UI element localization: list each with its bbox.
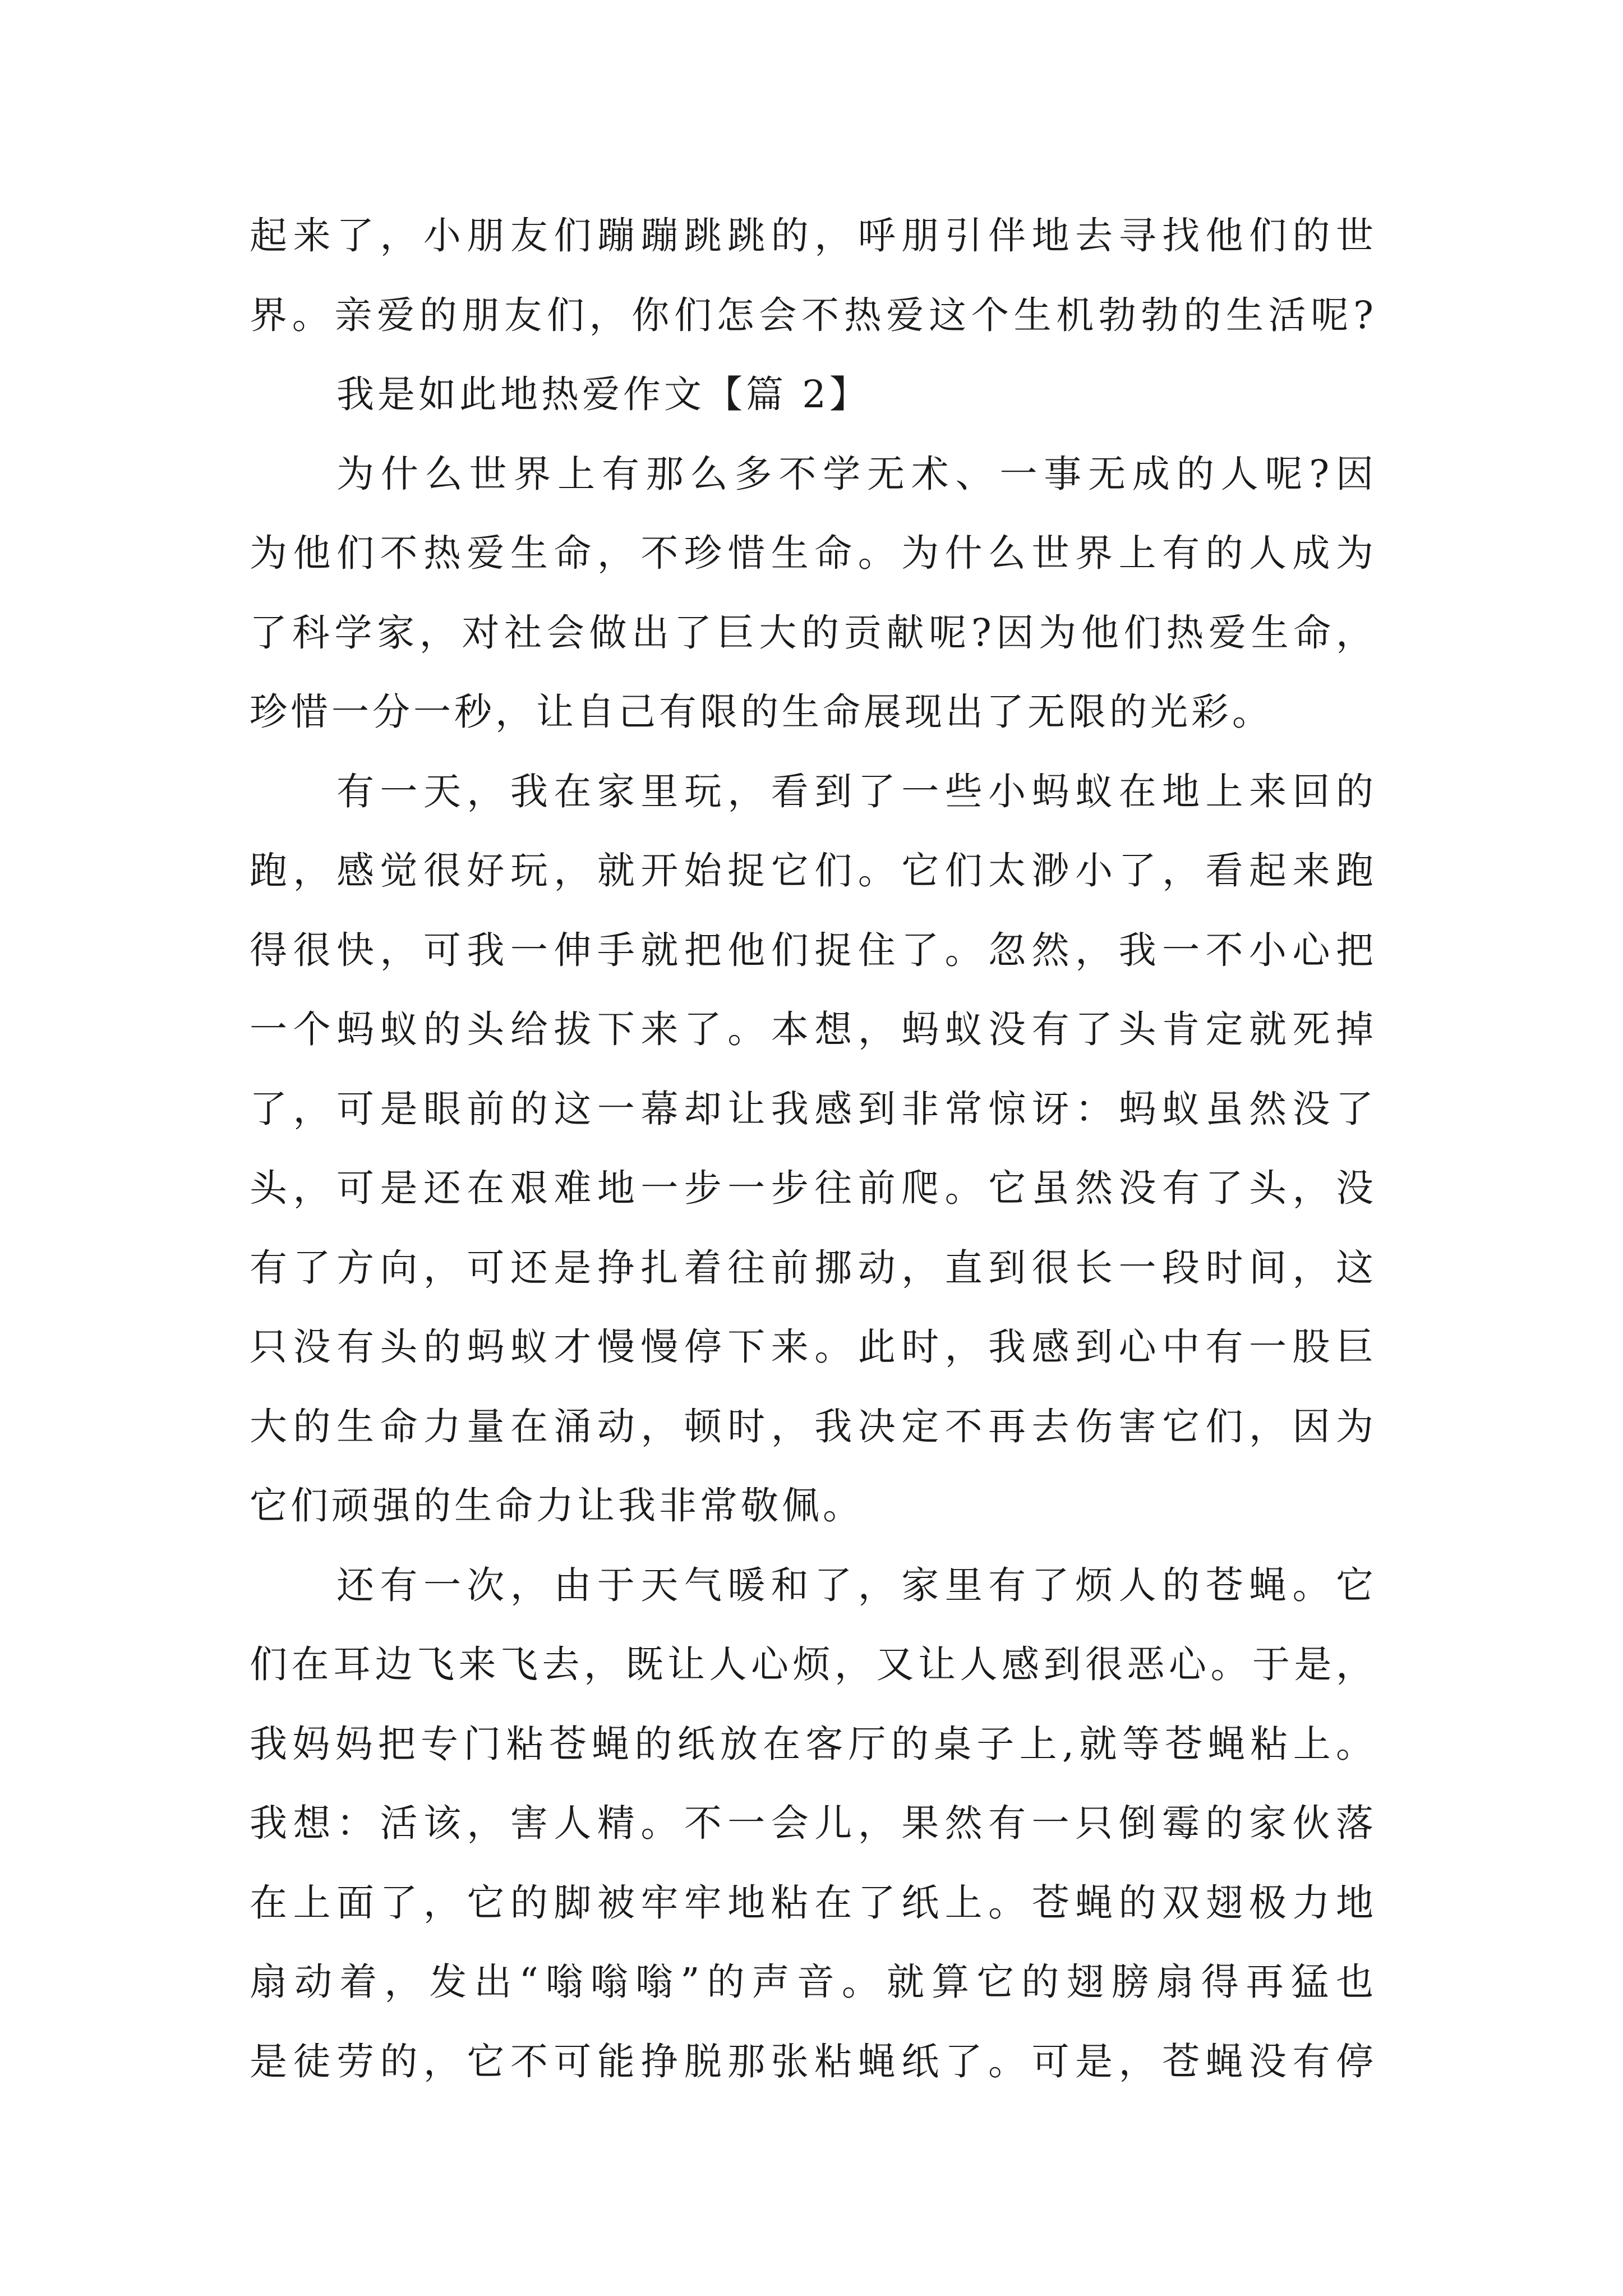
text-line: 有一天，我在家里玩，看到了一些小蚂蚁在地上来回的 <box>336 769 1377 813</box>
text-line: 为什么世界上有那么多不学无术、一事无成的人呢?因 <box>336 452 1377 496</box>
text-line: 头，可是还在艰难地一步一步往前爬。它虽然没有了头，没 <box>250 1166 1377 1210</box>
text-line: 们在耳边飞来飞去，既让人心烦，又让人感到很恶心。于是， <box>250 1642 1377 1686</box>
text-line: 我想：活该，害人精。不一会儿，果然有一只倒霉的家伙落 <box>250 1801 1377 1845</box>
text-line: 是徒劳的，它不可能挣脱那张粘蝇纸了。可是，苍蝇没有停 <box>250 2039 1377 2083</box>
text-line: 界。亲爱的朋友们，你们怎会不热爱这个生机勃勃的生活呢? <box>250 293 1377 337</box>
text-line: 它们顽强的生命力让我非常敬佩。 <box>250 1484 864 1527</box>
text-line: 跑，感觉很好玩，就开始捉它们。它们太渺小了，看起来跑 <box>250 849 1377 892</box>
text-line: 一个蚂蚁的头给拔下来了。本想，蚂蚁没有了头肯定就死掉 <box>250 1007 1377 1051</box>
text-line: 得很快，可我一伸手就把他们捉住了。忽然，我一不小心把 <box>250 928 1377 972</box>
section-heading: 我是如此地热爱作文【篇 2】 <box>336 372 870 416</box>
document-body <box>250 196 1377 2101</box>
text-line: 起来了，小朋友们蹦蹦跳跳的，呼朋引伴地去寻找他们的世 <box>250 214 1377 257</box>
text-line: 大的生命力量在涌动，顿时，我决定不再去伤害它们，因为 <box>250 1404 1377 1448</box>
text-line: 珍惜一分一秒，让自己有限的生命展现出了无限的光彩。 <box>250 690 1273 734</box>
text-line: 为他们不热爱生命，不珍惜生命。为什么世界上有的人成为 <box>250 531 1377 575</box>
text-line: 我妈妈把专门粘苍蝇的纸放在客厅的桌子上,就等苍蝇粘上。 <box>250 1722 1377 1766</box>
text-line: 只没有头的蚂蚁才慢慢停下来。此时，我感到心中有一股巨 <box>250 1325 1377 1369</box>
text-line: 有了方向，可还是挣扎着往前挪动，直到很长一段时间，这 <box>250 1245 1377 1290</box>
text-line: 还有一次，由于天气暖和了，家里有了烦人的苍蝇。它 <box>336 1563 1377 1607</box>
text-line: 扇动着，发出“嗡嗡嗡”的声音。就算它的翅膀扇得再猛也 <box>250 1960 1377 2004</box>
text-line: 了科学家，对社会做出了巨大的贡献呢?因为他们热爱生命， <box>250 610 1377 655</box>
text-line: 在上面了，它的脚被牢牢地粘在了纸上。苍蝇的双翅极力地 <box>250 1880 1377 1925</box>
text-line: 了，可是眼前的这一幕却让我感到非常惊讶：蚂蚁虽然没了 <box>250 1087 1377 1131</box>
